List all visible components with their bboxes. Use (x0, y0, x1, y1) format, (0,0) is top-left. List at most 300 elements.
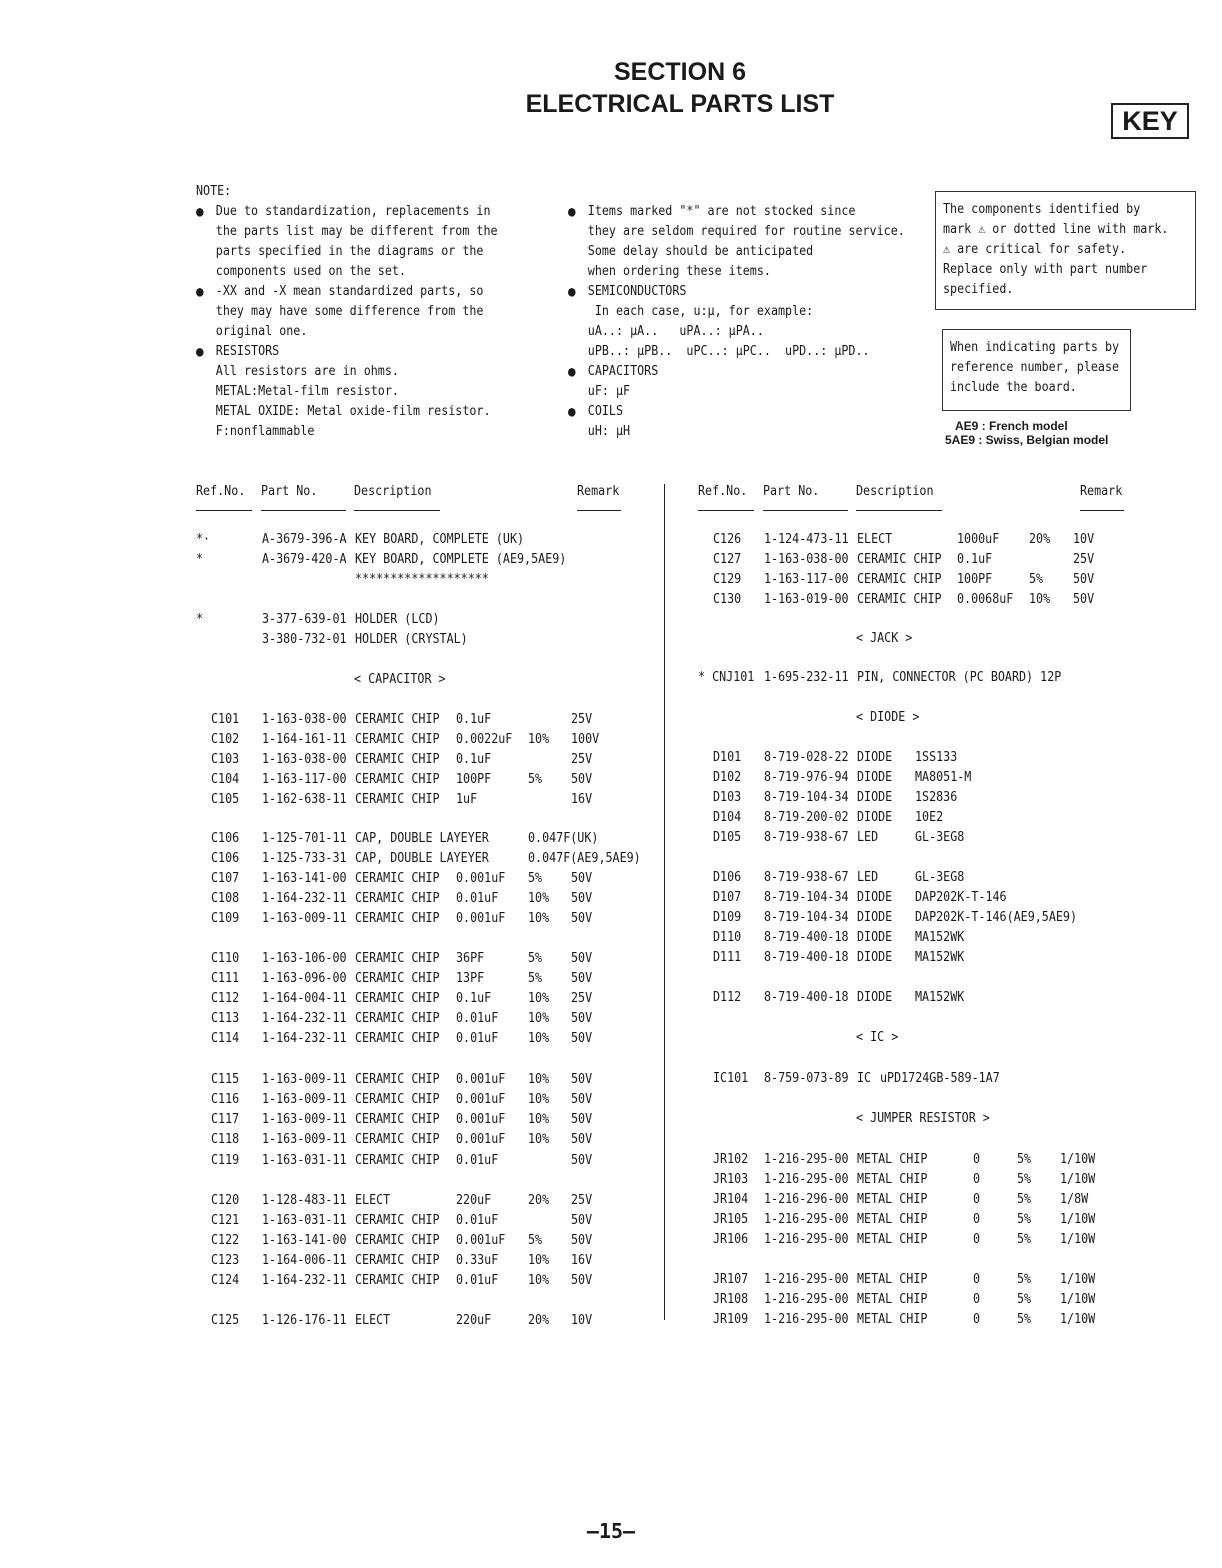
description: IC (857, 1071, 872, 1086)
note-text: RESISTORS (215, 344, 280, 359)
note-line (196, 382, 520, 402)
box-line: Replace only with part number (943, 262, 1148, 277)
part-number: 1-163-117-00 (262, 772, 347, 787)
value: 13PF (456, 971, 485, 986)
note-line (196, 202, 520, 222)
rating: 50V (1073, 592, 1095, 607)
part-number: 1-163-038-00 (262, 752, 347, 767)
note-text: they are seldom required for routine service. (587, 224, 905, 239)
description: KEY BOARD, COMPLETE (AE9,5AE9) (355, 552, 567, 567)
value: 0.33uF (456, 1253, 499, 1268)
ref-number: JR108 (713, 1292, 749, 1307)
resistance: 0 (973, 1312, 981, 1327)
tolerance: 20% (1029, 532, 1051, 547)
col-header-part-right: Part No. (763, 484, 820, 499)
description: DIODE (857, 890, 893, 905)
value: MA152WK (915, 930, 965, 945)
value: 0.1uF (456, 712, 492, 727)
underline (196, 510, 252, 511)
value: DAP202K-T-146(AE9,5AE9) (915, 910, 1078, 925)
part-number: 1-164-232-11 (262, 1011, 347, 1026)
ref-number: C101 (211, 712, 240, 727)
note-text: SEMICONDUCTORS (587, 284, 687, 299)
ref-number: JR109 (713, 1312, 749, 1327)
ref-number: C120 (211, 1193, 240, 1208)
bullet-icon: ● (568, 284, 576, 300)
bullet-icon: ● (568, 404, 576, 420)
ref-number: C114 (211, 1031, 240, 1046)
tolerance: 5% (528, 772, 543, 787)
part-number: 8-719-938-67 (764, 870, 849, 885)
description: PIN, CONNECTOR (PC BOARD) 12P (857, 670, 1062, 685)
description: CERAMIC CHIP (355, 871, 440, 886)
not-stocked-mark: *· (196, 532, 211, 547)
rating: 50V (571, 1213, 593, 1228)
tolerance: 10% (528, 1253, 550, 1268)
value: GL-3EG8 (915, 870, 965, 885)
part-number: 1-164-232-11 (262, 1031, 347, 1046)
part-number: 1-125-701-11 (262, 831, 347, 846)
rating: 1/10W (1060, 1292, 1096, 1307)
notes-heading-text: NOTE: (196, 184, 232, 199)
note-text: they may have some difference from the (215, 304, 484, 319)
page-title: ELECTRICAL PARTS LIST (525, 90, 835, 118)
col-header-part-left: Part No. (261, 484, 318, 499)
description: CERAMIC CHIP (355, 1092, 440, 1107)
tolerance: 10% (528, 1072, 550, 1087)
description: CERAMIC CHIP (355, 971, 440, 986)
description: METAL CHIP (857, 1192, 928, 1207)
ref-number: C125 (211, 1313, 240, 1328)
tolerance: 10% (1029, 592, 1051, 607)
value: 1uF (456, 792, 478, 807)
description: METAL CHIP (857, 1272, 928, 1287)
rating: 50V (571, 1112, 593, 1127)
part-number: 1-164-161-11 (262, 732, 347, 747)
tolerance: 10% (528, 1132, 550, 1147)
note-line (568, 262, 892, 282)
not-stocked-mark: * (196, 612, 204, 627)
value: 0.01uF (456, 1153, 499, 1168)
description: CERAMIC CHIP (355, 1072, 440, 1087)
rating: 1/8W (1060, 1192, 1089, 1207)
description: ******************* (355, 572, 489, 587)
value: 1S2836 (915, 790, 958, 805)
rating: 50V (571, 1153, 593, 1168)
description: METAL CHIP (857, 1292, 928, 1307)
rating: 50V (571, 772, 593, 787)
tolerance: 5% (528, 951, 543, 966)
description: LED (857, 870, 879, 885)
part-number: 1-163-009-11 (262, 1072, 347, 1087)
part-number: 1-164-004-11 (262, 991, 347, 1006)
rating: 25V (1073, 552, 1095, 567)
rating: 50V (571, 1273, 593, 1288)
description: CERAMIC CHIP (355, 792, 440, 807)
value: 36PF (456, 951, 485, 966)
ref-number: D106 (713, 870, 742, 885)
rating: 100V (571, 732, 600, 747)
part-number: 8-719-400-18 (764, 950, 849, 965)
ref-number: C116 (211, 1092, 240, 1107)
part-number: 1-124-473-11 (764, 532, 849, 547)
note-text: CAPACITORS (587, 364, 659, 379)
note-line (196, 242, 520, 262)
underline (698, 510, 754, 511)
description: ELECT (857, 532, 893, 547)
note-text: components used on the set. (215, 264, 406, 279)
rating: 50V (571, 951, 593, 966)
value: 0.01uF (456, 1213, 499, 1228)
part-number: 8-719-104-34 (764, 890, 849, 905)
tolerance: 10% (528, 1092, 550, 1107)
tolerance: 10% (528, 732, 550, 747)
part-number: 1-216-295-00 (764, 1292, 849, 1307)
note-text: uA..: μA.. uPA..: μPA.. (587, 324, 764, 339)
bullet-icon: ● (196, 284, 204, 300)
ref-number: C110 (211, 951, 240, 966)
safety-notice-box (935, 191, 1196, 310)
description: METAL CHIP (857, 1152, 928, 1167)
tolerance: 0.047F(AE9,5AE9) (528, 851, 641, 866)
rating: 1/10W (1060, 1212, 1096, 1227)
tolerance: 5% (1017, 1312, 1032, 1327)
part-number: 1-216-295-00 (764, 1152, 849, 1167)
rating: 16V (571, 792, 593, 807)
resistance: 0 (973, 1232, 981, 1247)
part-number: 8-719-104-34 (764, 790, 849, 805)
value: 100PF (957, 572, 993, 587)
rating: 50V (571, 871, 593, 886)
note-text: COILS (587, 404, 624, 419)
part-number: 1-163-141-00 (262, 1233, 347, 1248)
bullet-icon: ● (568, 204, 576, 220)
box-line: When indicating parts by (950, 340, 1120, 355)
ref-number: C124 (211, 1273, 240, 1288)
rating: 50V (571, 911, 593, 926)
box-line: specified. (943, 282, 1014, 297)
col-header-desc-left: Description (354, 484, 432, 499)
rating: 50V (571, 971, 593, 986)
part-number: 1-163-031-11 (262, 1213, 347, 1228)
note-line (568, 362, 892, 382)
part-number: 1-163-141-00 (262, 871, 347, 886)
section-heading: < JUMPER RESISTOR > (856, 1111, 990, 1126)
value: 220uF (456, 1193, 492, 1208)
value: 0.001uF (456, 1233, 506, 1248)
value: 0.001uF (456, 1132, 506, 1147)
ref-number: C103 (211, 752, 240, 767)
description: KEY BOARD, COMPLETE (UK) (355, 532, 525, 547)
rating: 50V (571, 1072, 593, 1087)
ref-number: C107 (211, 871, 240, 886)
box-line: The components identified by (943, 202, 1141, 217)
value: 0.0022uF (456, 732, 513, 747)
description: CERAMIC CHIP (355, 1213, 440, 1228)
part-number: 1-163-106-00 (262, 951, 347, 966)
col-header-desc-right: Description (856, 484, 934, 499)
ref-number: C111 (211, 971, 240, 986)
ref-number: C106 (211, 831, 240, 846)
value: 1SS133 (915, 750, 958, 765)
col-header-ref-left: Ref.No. (196, 484, 246, 499)
description: DIODE (857, 950, 893, 965)
part-number: 3-380-732-01 (262, 632, 347, 647)
note-text: when ordering these items. (587, 264, 771, 279)
rating: 25V (571, 1193, 593, 1208)
bullet-icon: ● (196, 204, 204, 220)
value: 0.001uF (456, 911, 506, 926)
value: 0.001uF (456, 871, 506, 886)
value: MA152WK (915, 950, 965, 965)
ref-number: JR102 (713, 1152, 749, 1167)
part-number: 8-719-400-18 (764, 930, 849, 945)
note-line (568, 302, 892, 322)
value: 0.0068uF (957, 592, 1014, 607)
description: CERAMIC CHIP (355, 732, 440, 747)
part-number: 1-216-296-00 (764, 1192, 849, 1207)
rating: 1/10W (1060, 1312, 1096, 1327)
ref-number: D101 (713, 750, 742, 765)
part-number: 8-719-200-02 (764, 810, 849, 825)
notes-column-2 (568, 202, 928, 442)
ref-number: * CNJ101 (698, 670, 755, 685)
ref-number: IC101 (713, 1071, 749, 1086)
ref-number: JR105 (713, 1212, 749, 1227)
rating: 10V (571, 1313, 593, 1328)
note-line (568, 402, 892, 422)
rating: 50V (571, 1092, 593, 1107)
description: HOLDER (CRYSTAL) (355, 632, 468, 647)
underline (856, 510, 942, 511)
tolerance: 10% (528, 911, 550, 926)
value: 0.001uF (456, 1092, 506, 1107)
note-text: Due to standardization, replacements in (215, 204, 491, 219)
box-line: ⚠ are critical for safety. (943, 242, 1127, 257)
rating: 50V (571, 1011, 593, 1026)
ref-number: D109 (713, 910, 742, 925)
resistance: 0 (973, 1292, 981, 1307)
part-number: 1-216-295-00 (764, 1272, 849, 1287)
resistance: 0 (973, 1192, 981, 1207)
section-heading: < IC > (856, 1030, 899, 1045)
section-heading: < DIODE > (856, 710, 920, 725)
description: ELECT (355, 1313, 391, 1328)
rating: 50V (1073, 572, 1095, 587)
description: CERAMIC CHIP (355, 911, 440, 926)
col-header-ref-right: Ref.No. (698, 484, 748, 499)
part-number: 1-163-117-00 (764, 572, 849, 587)
part-number: A-3679-396-A (262, 532, 347, 547)
note-line (568, 422, 892, 442)
description: CERAMIC CHIP (355, 712, 440, 727)
note-line (196, 282, 520, 302)
tolerance: 5% (528, 971, 543, 986)
note-line (568, 242, 892, 262)
value: DAP202K-T-146 (915, 890, 1007, 905)
part-number: 1-163-009-11 (262, 1092, 347, 1107)
tolerance: 5% (1017, 1272, 1032, 1287)
ref-number: D102 (713, 770, 742, 785)
tolerance: 5% (528, 871, 543, 886)
note-text: Items marked "*" are not stocked since (587, 204, 856, 219)
part-number: 1-216-295-00 (764, 1172, 849, 1187)
value: GL-3EG8 (915, 830, 965, 845)
rating: 1/10W (1060, 1152, 1096, 1167)
ref-number: C109 (211, 911, 240, 926)
ref-number: C118 (211, 1132, 240, 1147)
tolerance: 5% (1017, 1172, 1032, 1187)
description: DIODE (857, 990, 893, 1005)
model-line: 5AE9 : Swiss, Belgian model (945, 433, 1109, 447)
note-line (568, 282, 892, 302)
tolerance: 5% (1017, 1232, 1032, 1247)
value: 0.001uF (456, 1072, 506, 1087)
ref-number: D103 (713, 790, 742, 805)
description: DIODE (857, 910, 893, 925)
ref-number: JR107 (713, 1272, 749, 1287)
col-header-remark-left: Remark (577, 484, 620, 499)
ref-number: C119 (211, 1153, 240, 1168)
model-legend (945, 419, 1108, 447)
note-text: -XX and -X mean standardized parts, so (215, 284, 484, 299)
description: CAP, DOUBLE LAYEYER (355, 831, 489, 846)
rating: 50V (571, 891, 593, 906)
description: CERAMIC CHIP (857, 592, 942, 607)
note-text: Some delay should be anticipated (587, 244, 814, 259)
note-line (196, 362, 520, 382)
rating: 1/10W (1060, 1172, 1096, 1187)
tolerance: 5% (528, 1233, 543, 1248)
tolerance: 5% (1017, 1192, 1032, 1207)
tolerance: 10% (528, 991, 550, 1006)
ref-number: D104 (713, 810, 742, 825)
ref-number: C115 (211, 1072, 240, 1087)
ref-number: JR103 (713, 1172, 749, 1187)
description: METAL CHIP (857, 1172, 928, 1187)
part-number: 1-128-483-11 (262, 1193, 347, 1208)
resistance: 0 (973, 1272, 981, 1287)
tolerance: 10% (528, 1112, 550, 1127)
note-line (196, 422, 520, 442)
part-number: 1-163-038-00 (764, 552, 849, 567)
part-number: 8-719-104-34 (764, 910, 849, 925)
note-line (568, 322, 892, 342)
part-number: 8-719-976-94 (764, 770, 849, 785)
note-text: METAL:Metal-film resistor. (215, 384, 399, 399)
tolerance: 10% (528, 891, 550, 906)
key-label-box: KEY (1111, 103, 1189, 139)
part-number: 3-377-639-01 (262, 612, 347, 627)
section-heading: < CAPACITOR > (354, 672, 446, 687)
part-number: 1-163-096-00 (262, 971, 347, 986)
part-number: 1-163-009-11 (262, 1132, 347, 1147)
ref-number: C112 (211, 991, 240, 1006)
description: METAL CHIP (857, 1232, 928, 1247)
rating: 50V (571, 1132, 593, 1147)
part-number: 1-126-176-11 (262, 1313, 347, 1328)
ref-number: C113 (211, 1011, 240, 1026)
note-text: the parts list may be different from the (215, 224, 498, 239)
part-number: 8-719-028-22 (764, 750, 849, 765)
value: 0.01uF (456, 1273, 499, 1288)
part-number: 1-163-038-00 (262, 712, 347, 727)
value: 10E2 (915, 810, 944, 825)
not-stocked-mark: * (196, 552, 204, 567)
description: CERAMIC CHIP (355, 1153, 440, 1168)
ref-number: C121 (211, 1213, 240, 1228)
value: 0.1uF (957, 552, 993, 567)
part-number: 1-164-232-11 (262, 1273, 347, 1288)
note-text: uPB..: μPB.. uPC..: μPC.. uPD..: μPD.. (587, 344, 870, 359)
ref-number: JR106 (713, 1232, 749, 1247)
page-number: —15— (586, 1519, 636, 1543)
note-text: METAL OXIDE: Metal oxide-film resistor. (215, 404, 491, 419)
box-line: reference number, please (950, 360, 1120, 375)
ref-number: D110 (713, 930, 742, 945)
value: MA152WK (915, 990, 965, 1005)
resistance: 0 (973, 1212, 981, 1227)
note-line (196, 222, 520, 242)
tolerance: 20% (528, 1193, 550, 1208)
tolerance: 5% (1017, 1292, 1032, 1307)
description: CERAMIC CHIP (355, 1132, 440, 1147)
part-number: 1-164-006-11 (262, 1253, 347, 1268)
ref-number: D105 (713, 830, 742, 845)
notes-heading (196, 182, 235, 202)
tolerance: 5% (1017, 1152, 1032, 1167)
note-line (196, 322, 520, 342)
ref-number: C123 (211, 1253, 240, 1268)
description: CAP, DOUBLE LAYEYER (355, 851, 489, 866)
rating: 25V (571, 991, 593, 1006)
resistance: 0 (973, 1152, 981, 1167)
value: 1000uF (957, 532, 1000, 547)
note-text: uF: μF (587, 384, 631, 399)
description: CERAMIC CHIP (857, 572, 942, 587)
description: DIODE (857, 930, 893, 945)
note-text: In each case, u:μ, for example: (587, 304, 814, 319)
part-number: 8-719-938-67 (764, 830, 849, 845)
tolerance: 5% (1029, 572, 1044, 587)
ref-number: D112 (713, 990, 742, 1005)
col-header-remark-right: Remark (1080, 484, 1123, 499)
description: CERAMIC CHIP (355, 1233, 440, 1248)
description: METAL CHIP (857, 1312, 928, 1327)
ref-number: C127 (713, 552, 742, 567)
rating: 25V (571, 712, 593, 727)
value: 0.01uF (456, 1031, 499, 1046)
tolerance: 0.047F(UK) (528, 831, 599, 846)
description: LED (857, 830, 879, 845)
ref-number: C102 (211, 732, 240, 747)
ref-number: C130 (713, 592, 742, 607)
part-number: 1-164-232-11 (262, 891, 347, 906)
part-number: 1-163-009-11 (262, 1112, 347, 1127)
part-number: 1-125-733-31 (262, 851, 347, 866)
part-number: 1-216-295-00 (764, 1312, 849, 1327)
ref-number: C117 (211, 1112, 240, 1127)
note-text: All resistors are in ohms. (215, 364, 399, 379)
note-line (196, 402, 520, 422)
tolerance: 20% (528, 1313, 550, 1328)
value: MA8051-M (915, 770, 972, 785)
rating: 1/10W (1060, 1232, 1096, 1247)
part-number: 1-216-295-00 (764, 1212, 849, 1227)
underline (261, 510, 346, 511)
part-number: 1-163-019-00 (764, 592, 849, 607)
ref-number: C129 (713, 572, 742, 587)
